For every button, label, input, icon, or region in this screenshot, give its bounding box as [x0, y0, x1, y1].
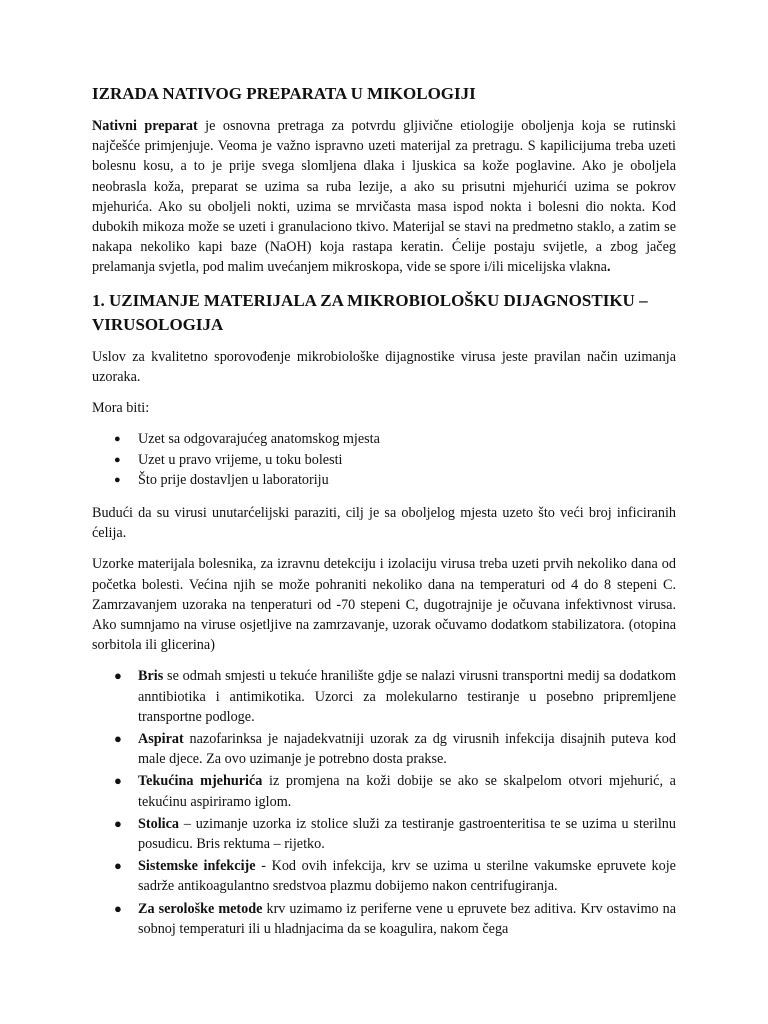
bullet-icon: ●	[114, 815, 122, 831]
list-item: ● Stolica – uzimanje uzorka iz stolice služi za testiranje gastroenteritisa te se uzima u sterilnu posudicu. Bris rektuma – rijetko.	[114, 815, 676, 853]
bullet-icon: ●	[114, 453, 121, 466]
paragraph-intracellular: Budući da su virusi unutarćelijski paraziti, cilj je sa oboljelog mjesta uzeto što veći broj inficiranih ćelija.	[92, 505, 676, 542]
list-item: ● Uzet u pravo vrijeme, u toku bolesti	[92, 450, 676, 471]
intro-paragraph	[92, 116, 676, 278]
intro-bold-term: Nativni preparat	[92, 118, 198, 134]
list-item: ● Za serološke metode krv uzimamo iz periferne vene u epruvete bez aditiva. Krv ostavimo na sobnoj temperaturi ili u hladnjacima da se koagulira, nakom čega	[114, 900, 677, 937]
bullet-icon: ●	[114, 731, 122, 747]
paragraph-condition: Uslov za kvalitetno sporovođenje mikrobiološke dijagnostike virusa jeste pravilan način uzimanja uzoraka.	[92, 348, 676, 385]
document-content	[92, 82, 676, 951]
requirements-list	[92, 429, 676, 491]
bullet-icon: ●	[114, 474, 121, 487]
list-item: ● Uzet sa odgovarajućeg anatomskog mjesta	[92, 429, 676, 450]
section-heading-virology: 1. UZIMANJE MATERIJALA ZA MIKROBIOLOŠKU DIJAGNOSTIKU – VIRUSOLOGIJA	[92, 290, 648, 334]
list-item: ● Bris se odmah smjesti u tekuće hranilište gdje se nalazi virusni transportni medij sa dodatkom anntibiotika i antimikotika. Uzorci za molekularno testiranje u posebno pripremljene transportne podloge.	[114, 668, 676, 725]
bullet-icon: ●	[114, 773, 122, 789]
list-item: ● Što prije dostavljen u laboratoriju	[92, 470, 676, 491]
intro-end: .	[606, 259, 611, 276]
list-item: ● Tekućina mjehurića iz promjena na koži dobije se ako se skalpelom otvori mjehurić, a tekućinu aspiriramo iglom.	[114, 773, 676, 810]
intro-text: je osnovna pretraga za potvrdu gljivične etiologije oboljenja koja se rutinski najčešće primjenjuje. Veoma je važno ispravno uzeti materijal za pretragu. S kapilicijuma treba uzeti bolesnu kosu, a to je prije svega slomljena dlaka i ljuskica sa kože poglavine. Ako je oboljela neobrasla koža, preparat se uzima sa ruba lezije, a ako su prisutni mjehurići uzima se pokrov mjehurića. Ako su oboljeli nokti, uzima se mrvičasta masa ispod nokta i bolesni dio nokta. Kod dubokih mikoza može se uzeti i granulaciono tkivo. Materijal se stavi na predmetno staklo, a zatim se nakapa nekoliko kapi baze (NaOH) koja rastapa keratin. Ćelije postaju svijetle, a zbog jačeg prelamanja svjetla, pod malim uvećanjem mikroskopa, vide se spore i/ili micelijska vlakna	[92, 118, 677, 276]
bullet-icon: ●	[114, 858, 122, 874]
paragraph-must-be: Mora biti:	[92, 400, 150, 417]
list-item: ● Sistemske infekcije - Kod ovih infekcija, krv se uzima u sterilne vakumske epruvete koje sadrže antikoagulantno sredstvoa plazmu dobijemo nakon centrifugiranja.	[114, 858, 676, 895]
list-item: ● Aspirat nazofarinksa je najadekvatniji uzorak za dg virusnih infekcija disajnih puteva kod male djece. Za ovo uzimanje je potrebno dosta prakse.	[114, 731, 676, 768]
bullet-icon: ●	[114, 433, 121, 446]
sample-types-list	[92, 666, 676, 939]
bullet-icon: ●	[114, 900, 122, 916]
paragraph-sample-storage: Uzorke materijala bolesnika, za izravnu detekciju i izolaciju virusa treba uzeti prvih nekoliko dana od početka bolesti. Većina njih se može pohraniti nekoliko dana na temperaturi od 4 do 8 stepeni C. Zamrzavanjem uzoraka na tenperaturi od -70 stepeni C, dugotrajnije je očuvana infektivnost virusa. Ako sumnjamo na viruse osjetljive na zamrzavanje, uzorak očuvamo dodatkom stabilizatora. (otopina sorbitola ili glicerina)	[92, 556, 676, 654]
section-title-mycology: IZRADA NATIVOG PREPARATA U MIKOLOGIJI	[92, 84, 476, 103]
bullet-icon: ●	[114, 668, 122, 684]
